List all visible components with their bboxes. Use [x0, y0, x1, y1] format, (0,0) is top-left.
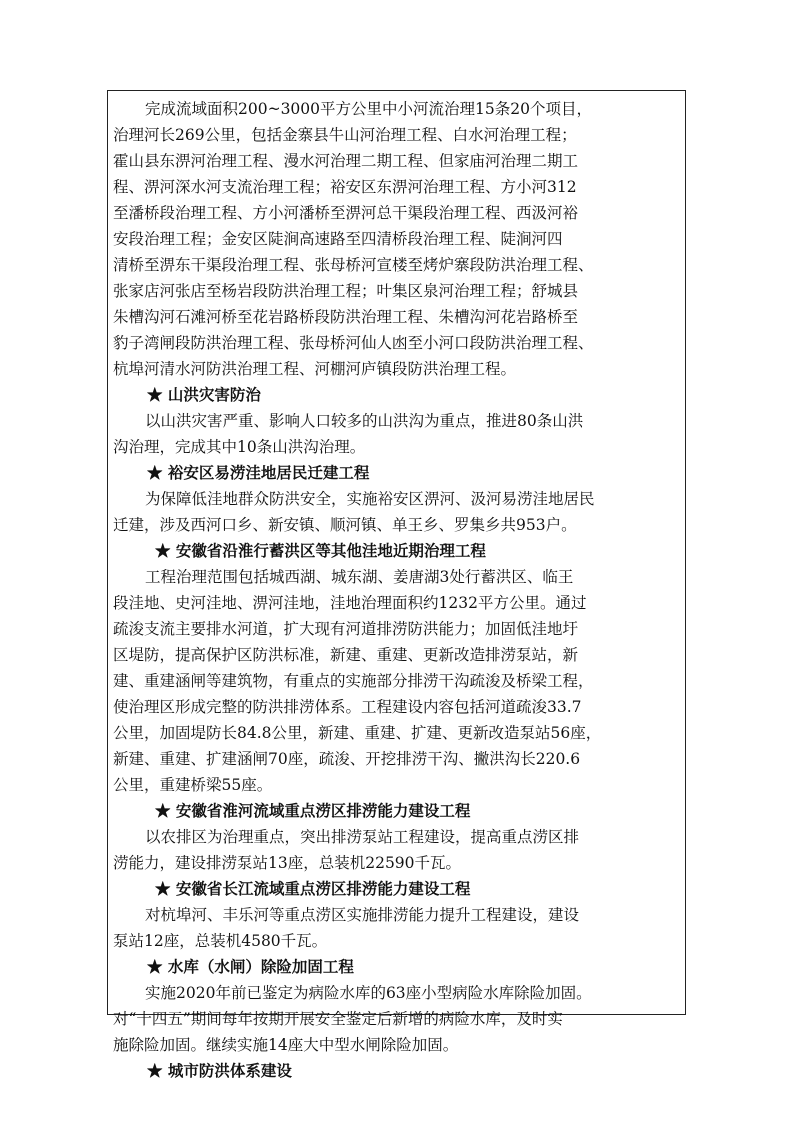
paragraph-line: 新建、重建、扩建涵闸70座，疏浚、开挖排涝干沟、撇洪沟长220.6: [113, 750, 581, 768]
paragraph-line: 段洼地、史河洼地、淠河洼地，洼地治理面积约1232平方公里。通过: [113, 594, 587, 612]
paragraph-line: 迁建，涉及西河口乡、新安镇、顺河镇、单王乡、罗集乡共953户。: [113, 516, 577, 534]
paragraph-line: 以山洪灾害严重、影响人口较多的山洪沟为重点，推进80条山洪: [145, 412, 584, 430]
paragraph-line: 施除险加固。继续实施14座大中型水闸除险加固。: [113, 1036, 459, 1054]
section-heading: ★ 安徽省沿淮行蓄洪区等其他洼地近期治理工程: [155, 541, 486, 560]
paragraph-line: 沟治理，完成其中10条山洪沟治理。: [113, 438, 366, 456]
paragraph-line: 安段治理工程；金安区陡涧高速路至四清桥段治理工程、陡涧河四: [113, 230, 563, 248]
document-body: [113, 96, 683, 1084]
paragraph-line: 区堤防，提高保护区防洪标准，新建、重建、更新改造排涝泵站，新: [113, 646, 579, 664]
paragraph-line: 建、重建涵闸等建筑物，有重点的实施部分排涝干沟疏浚及桥梁工程，: [113, 672, 594, 690]
paragraph-line: 霍山县东淠河治理工程、漫水河治理二期工程、但家庙河治理二期工: [113, 152, 579, 170]
paragraph-line: 至潘桥段治理工程、方小河潘桥至淠河总干渠段治理工程、西汲河裕: [113, 204, 579, 222]
paragraph-line: 张家店河张店至杨岩段防洪治理工程；叶集区泉河治理工程；舒城县: [113, 282, 579, 300]
paragraph-line: 疏浚支流主要排水河道，扩大现有河道排涝防洪能力；加固低洼地圩: [113, 620, 579, 638]
section-heading: ★ 城市防洪体系建设: [147, 1061, 292, 1080]
paragraph-line: 使治理区形成完整的防洪排涝体系。工程建设内容包括河道疏浚33.7: [113, 698, 582, 716]
paragraph-line: 实施2020年前已鉴定为病险水库的63座小型病险水库除险加固。: [145, 984, 592, 1002]
paragraph-line: 程、淠河深水河支流治理工程；裕安区东淠河治理工程、方小河312: [113, 178, 577, 196]
paragraph-line: 泵站12座，总装机4580千瓦。: [113, 932, 328, 950]
paragraph-line: 清桥至淠东干渠段治理工程、张母桥河宣楼至烤炉寨段防洪治理工程、: [113, 256, 594, 274]
paragraph-line: 对“十四五”期间每年按期开展安全鉴定后新增的病险水库，及时实: [113, 1010, 563, 1028]
paragraph-line: 治理河长269公里，包括金寨县牛山河治理工程、白水河治理工程；: [113, 126, 577, 144]
paragraph-line: 豹子湾闸段防洪治理工程、张母桥河仙人凼至小河口段防洪治理工程、: [113, 334, 594, 352]
section-heading: ★ 安徽省长江流域重点涝区排涝能力建设工程: [155, 879, 471, 898]
paragraph-line: 涝能力，建设排涝泵站13座，总装机22590千瓦。: [113, 854, 462, 872]
paragraph-line: 公里，加固堤防长84.8公里，新建、重建、扩建、更新改造泵站56座，: [113, 724, 602, 742]
section-heading: ★ 裕安区易涝洼地居民迁建工程: [147, 463, 370, 482]
paragraph-line: 公里，重建桥梁55座。: [113, 776, 273, 794]
paragraph-line: 以农排区为治理重点，突出排涝泵站工程建设，提高重点涝区排: [145, 828, 580, 846]
section-heading: ★ 山洪灾害防治: [147, 385, 261, 404]
section-heading: ★ 安徽省淮河流域重点涝区排涝能力建设工程: [155, 801, 471, 820]
section-heading: ★ 水库（水闸）除险加固工程: [147, 957, 354, 976]
paragraph-line: 杭埠河清水河防洪治理工程、河棚河庐镇段防洪治理工程。: [113, 360, 517, 378]
paragraph-line: 完成流域面积200~3000平方公里中小河流治理15条20个项目，: [145, 100, 592, 118]
paragraph-line: 朱槽沟河石滩河桥至花岩路桥段防洪治理工程、朱槽沟河花岩路桥至: [113, 308, 579, 326]
paragraph-line: 工程治理范围包括城西湖、城东湖、姜唐湖3处行蓄洪区、临王: [145, 568, 574, 586]
paragraph-line: 对杭埠河、丰乐河等重点涝区实施排涝能力提升工程建设，建设: [145, 906, 580, 924]
paragraph-line: 为保障低洼地群众防洪安全，实施裕安区淠河、汲河易涝洼地居民: [145, 490, 595, 508]
